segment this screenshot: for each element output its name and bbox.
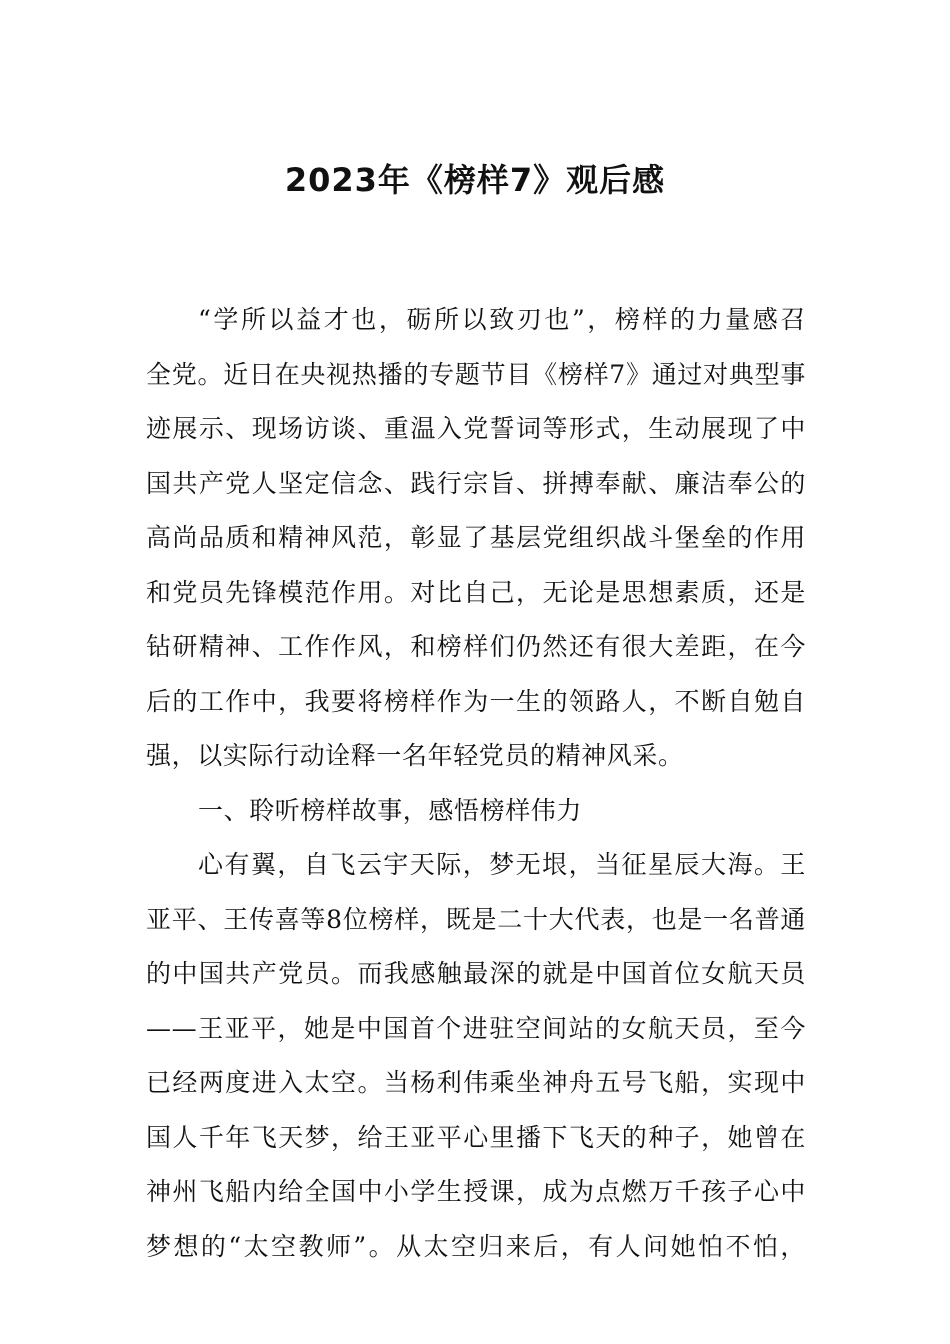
- paragraph-line: 和党员先锋模范作用。对比自己，无论是思想素质，还是: [146, 577, 806, 607]
- document-title: 2023年《榜样7》观后感: [284, 161, 666, 199]
- paragraph-line: 迹展示、现场访谈、重温入党誓词等形式，生动展现了中: [146, 414, 806, 443]
- paragraph-line: 全党。近日在央视热播的专题节目《榜样7》通过对典型事: [146, 359, 806, 389]
- paragraph-line: 钻研精神、工作作风，和榜样们仍然还有很大差距，在今: [146, 632, 806, 661]
- paragraph-line: 国共产党人坚定信念、践行宗旨、拼搏奉献、廉洁奉公的: [146, 468, 806, 498]
- paragraph-line: 国人千年飞天梦，给王亚平心里播下飞天的种子，她曾在: [146, 1122, 806, 1152]
- paragraph-line: 神州飞船内给全国中小学生授课，成为点燃万千孩子心中: [146, 1177, 806, 1206]
- paragraph-line: 的中国共产党员。而我感触最深的就是中国首位女航天员: [146, 959, 806, 988]
- section-heading: 一、聆听榜样故事，感悟榜样伟力: [198, 795, 583, 825]
- paragraph-line: 亚平、王传喜等8位榜样，既是二十大代表，也是一名普通: [146, 904, 806, 934]
- paragraph-line: 后的工作中，我要将榜样作为一生的领路人，不断自勉自: [146, 686, 806, 716]
- paragraph-line: 已经两度进入太空。当杨利伟乘坐神舟五号飞船，实现中: [146, 1068, 806, 1097]
- paragraph-line: 高尚品质和精神风范，彰显了基层党组织战斗堡垒的作用: [146, 523, 806, 552]
- paragraph-line: ——王亚平，她是中国首个进驻空间站的女航天员，至今: [146, 1013, 806, 1043]
- paragraph-line: 心有翼，自飞云宇天际，梦无垠，当征星辰大海。王: [198, 850, 806, 879]
- paragraph-line: “学所以益才也，砺所以致刃也”，榜样的力量感召: [198, 305, 806, 334]
- document-body: [146, 293, 806, 1274]
- paragraph-line: 梦想的“太空教师”。从太空归来后，有人问她怕不怕，: [146, 1231, 806, 1261]
- paragraph-line: 强，以实际行动诠释一名年轻党员的精神风采。: [146, 741, 684, 770]
